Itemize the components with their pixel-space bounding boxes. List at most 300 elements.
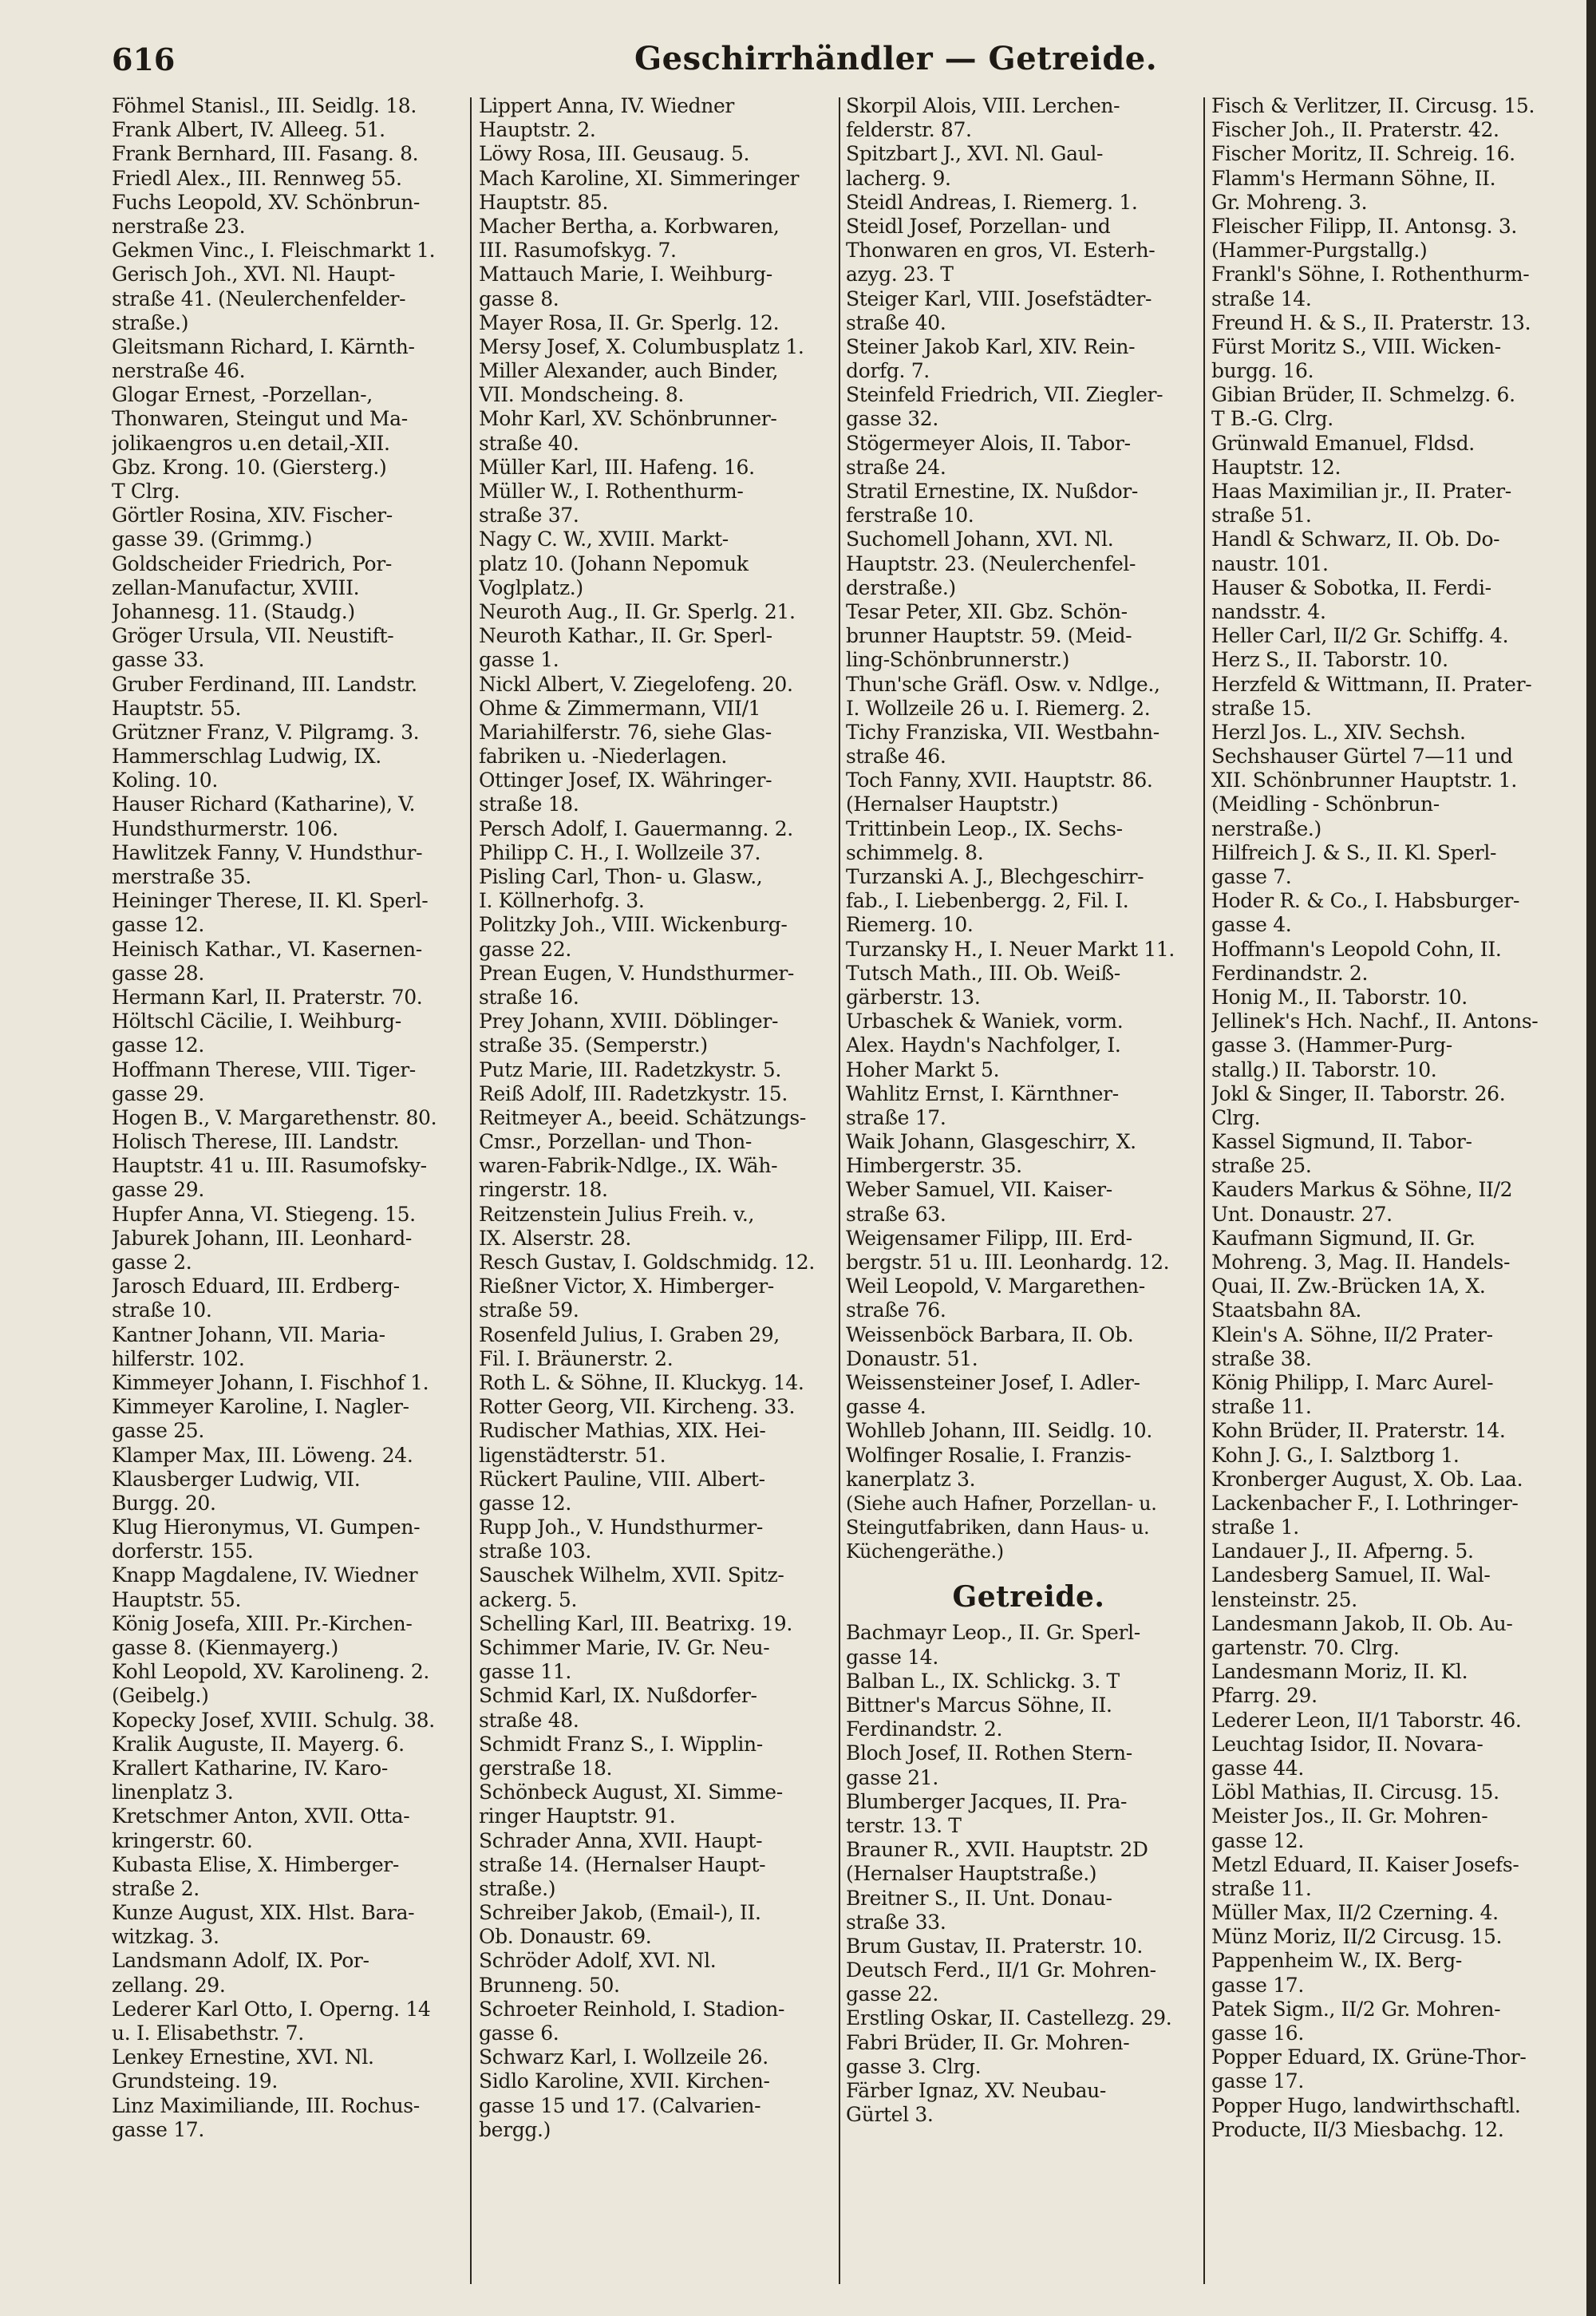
- directory-entry-line: IX. Alserstr. 28.: [479, 1226, 631, 1250]
- directory-entry-line: Schreiber Jakob, (Email-), II.: [479, 1901, 761, 1925]
- cross-reference-note: Steingutfabriken, dann Haus- u.: [846, 1516, 1150, 1539]
- directory-entry-line: straße 51.: [1211, 504, 1312, 528]
- directory-entry-line: Hupfer Anna, VI. Stiegeng. 15.: [112, 1202, 416, 1226]
- directory-entry-line: bergg.): [479, 2117, 551, 2141]
- directory-entry-line: straße.): [112, 310, 189, 334]
- directory-entry-line: gasse 32.: [846, 407, 938, 431]
- directory-entry-line: XII. Schönbrunner Hauptstr. 1.: [1211, 769, 1517, 792]
- directory-entry-line: straße 33.: [846, 1910, 946, 1934]
- directory-entry-line: Jokl & Singer, II. Taborstr. 26.: [1211, 1081, 1506, 1105]
- directory-entry-line: straße 10.: [112, 1298, 212, 1322]
- cross-reference-note: (Siehe auch Hafner, Porzellan- u.: [846, 1492, 1157, 1515]
- directory-entry-line: straße 24.: [846, 455, 946, 479]
- directory-entry-line: Balban L., IX. Schlickg. 3. T: [846, 1669, 1120, 1693]
- directory-entry-line: straße 17.: [846, 1105, 946, 1129]
- directory-entry-line: straße 103.: [479, 1539, 591, 1563]
- directory-entry-line: Jaburek Johann, III. Leonhard-: [112, 1226, 413, 1250]
- directory-entry-line: kringerstr. 60.: [112, 1828, 253, 1852]
- directory-entry-line: Koling. 10.: [112, 769, 218, 792]
- directory-entry-line: Hermann Karl, II. Praterstr. 70.: [112, 985, 423, 1009]
- directory-entry-line: Hoder R. & Co., I. Habsburger-: [1211, 889, 1520, 913]
- directory-entry-line: straße 38.: [1211, 1346, 1312, 1370]
- directory-entry-line: Fürst Moritz S., VIII. Wicken-: [1211, 334, 1501, 358]
- directory-entry-line: Kauders Markus & Söhne, II/2: [1211, 1178, 1513, 1202]
- directory-column-1: [112, 94, 477, 2297]
- directory-entry-line: III. Rasumofskyg. 7.: [479, 239, 677, 263]
- page-header: [112, 41, 1580, 89]
- directory-entry-line: Schwarz Karl, I. Wollzeile 26.: [479, 2045, 768, 2069]
- directory-entry-line: gasse 33.: [112, 648, 204, 672]
- directory-entry-line: gasse 8.: [479, 287, 559, 310]
- directory-entry-line: Steidl Josef, Porzellan- und: [846, 214, 1111, 238]
- directory-entry-line: felderstr. 87.: [846, 118, 972, 142]
- directory-entry-line: Turzansky H., I. Neuer Markt 11.: [846, 937, 1175, 961]
- directory-entry-line: Trittinbein Leop., IX. Sechs-: [846, 816, 1123, 840]
- directory-entry-line: Resch Gustav, I. Goldschmidg. 12.: [479, 1251, 815, 1274]
- directory-entry-line: Breitner S., II. Unt. Donau-: [846, 1886, 1112, 1910]
- directory-entry-line: Macher Bertha, a. Korbwaren,: [479, 214, 780, 238]
- directory-entry-line: gasse 12.: [479, 1491, 571, 1515]
- directory-entry-line: Reiß Adolf, III. Radetzkystr. 15.: [479, 1081, 788, 1105]
- directory-entry-line: Hauptstr. 55.: [112, 1587, 242, 1611]
- directory-entry-line: I. Wollzeile 26 u. I. Riemerg. 2.: [846, 696, 1151, 720]
- directory-entry-line: platz 10. (Johann Nepomuk: [479, 551, 749, 575]
- directory-entry-line: Hogen B., V. Margarethenstr. 80.: [112, 1105, 437, 1129]
- directory-entry-line: Voglplatz.): [479, 575, 583, 599]
- directory-entry-line: Brunneng. 50.: [479, 1973, 620, 1997]
- directory-entry-line: Kretschmer Anton, XVII. Otta-: [112, 1804, 410, 1828]
- directory-entry-line: Tutsch Math., III. Ob. Weiß-: [846, 961, 1120, 985]
- cross-reference-note: Küchengeräthe.): [846, 1540, 1004, 1563]
- directory-entry-line: Wolfinger Rosalie, I. Franzis-: [846, 1443, 1132, 1467]
- directory-entry-line: fab., I. Liebenbergg. 2, Fil. I.: [846, 889, 1129, 913]
- directory-entry-line: Hauptstr. 12.: [1211, 455, 1341, 479]
- directory-entry-line: (Hammer-Purgstallg.): [1211, 239, 1428, 263]
- directory-entry-line: gasse 7.: [1211, 865, 1292, 888]
- directory-entry-line: bergstr. 51 u. III. Leonhardg. 12.: [846, 1251, 1170, 1274]
- directory-entry-line: Hundsthurmerstr. 106.: [112, 816, 338, 840]
- directory-entry-line: Pappenheim W., IX. Berg-: [1211, 1949, 1462, 1973]
- directory-entry-line: Klamper Max, III. Löweng. 24.: [112, 1443, 413, 1467]
- directory-entry-line: Kimmeyer Johann, I. Fischhof 1.: [112, 1370, 429, 1394]
- directory-entry-line: zellang. 29.: [112, 1973, 226, 1997]
- directory-entry-line: Landsmann Adolf, IX. Por-: [112, 1949, 369, 1973]
- page-title: Geschirrhändler — Getreide.: [634, 40, 1158, 77]
- directory-entry-line: Schelling Karl, III. Beatrixg. 19.: [479, 1611, 792, 1635]
- directory-column-3: [846, 94, 1211, 2297]
- directory-entry-line: gasse 11.: [479, 1660, 571, 1684]
- directory-entry-line: Müller Karl, III. Hafeng. 16.: [479, 455, 755, 479]
- directory-entry-line: Quai, II. Zw.-Brücken 1A, X.: [1211, 1275, 1486, 1298]
- directory-entry-line: straße 63.: [846, 1202, 946, 1226]
- directory-entry-line: Thonwaren, Steingut und Ma-: [112, 407, 408, 431]
- directory-entry-line: Rudischer Mathias, XIX. Hei-: [479, 1419, 766, 1443]
- directory-entry-line: Wahlitz Ernst, I. Kärnthner-: [846, 1081, 1119, 1105]
- directory-entry-line: Tesar Peter, XII. Gbz. Schön-: [846, 599, 1128, 623]
- directory-entry-line: Thonwaren en gros, VI. Esterh-: [846, 239, 1156, 263]
- directory-entry-line: gasse 17.: [1211, 1973, 1304, 1997]
- directory-entry-line: gasse 29.: [112, 1178, 204, 1202]
- directory-entry-line: Kunze August, XIX. Hlst. Bara-: [112, 1901, 415, 1925]
- directory-entry-line: Steinfeld Friedrich, VII. Ziegler-: [846, 383, 1163, 407]
- directory-entry-line: straße 76.: [846, 1298, 946, 1322]
- directory-entry-line: Himbergerstr. 35.: [846, 1154, 1022, 1178]
- directory-entry-line: Grützner Franz, V. Pilgramg. 3.: [112, 720, 420, 744]
- directory-entry-line: (Hernalser Hauptstraße.): [846, 1862, 1097, 1886]
- directory-entry-line: ligenstädterstr. 51.: [479, 1443, 666, 1467]
- directory-entry-line: Landesmann Moriz, II. Kl.: [1211, 1660, 1468, 1684]
- directory-entry-line: straße 48.: [479, 1708, 579, 1732]
- directory-entry-line: Blumberger Jacques, II. Pra-: [846, 1789, 1128, 1813]
- directory-entry-line: Jellinek's Hch. Nachf., II. Antons-: [1211, 1010, 1539, 1034]
- directory-entry-line: Fil. I. Bräunerstr. 2.: [479, 1346, 674, 1370]
- directory-entry-line: Sauschek Wilhelm, XVII. Spitz-: [479, 1563, 784, 1587]
- directory-entry-line: Löbl Mathias, II. Circusg. 15.: [1211, 1780, 1499, 1804]
- directory-entry-line: Heinisch Kathar., VI. Kasernen-: [112, 937, 422, 961]
- directory-entry-line: Mach Karoline, XI. Simmeringer: [479, 166, 800, 190]
- directory-entry-line: Stratil Ernestine, IX. Nußdor-: [846, 480, 1138, 503]
- directory-entry-line: Hoffmann's Leopold Cohn, II.: [1211, 937, 1502, 961]
- directory-entry-line: witzkag. 3.: [112, 1925, 219, 1949]
- directory-entry-line: Gröger Ursula, VII. Neustift-: [112, 624, 394, 648]
- directory-entry-line: Linz Maximiliande, III. Rochus-: [112, 2093, 420, 2117]
- directory-entry-line: Grundsteing. 19.: [112, 2069, 278, 2093]
- directory-entry-line: gasse 44.: [1211, 1756, 1304, 1780]
- directory-entry-line: Hauptstr. 85.: [479, 190, 609, 214]
- directory-entry-line: Frank Albert, IV. Alleeg. 51.: [112, 118, 385, 142]
- directory-entry-line: dorferstr. 155.: [112, 1539, 254, 1563]
- directory-entry-line: T Clrg.: [112, 480, 180, 503]
- directory-entry-line: gasse 4.: [1211, 913, 1292, 937]
- directory-entry-line: straße 15.: [1211, 696, 1312, 720]
- directory-entry-line: Staatsbahn 8A.: [1211, 1298, 1361, 1322]
- directory-entry-line: Schmidt Franz S., I. Wipplin-: [479, 1732, 763, 1756]
- directory-entry-line: Sechshauser Gürtel 7—11 und: [1211, 745, 1513, 769]
- directory-entry-line: Friedl Alex., III. Rennweg 55.: [112, 166, 402, 190]
- directory-entry-line: Herz S., II. Taborstr. 10.: [1211, 648, 1448, 672]
- directory-entry-line: Hauptstr. 2.: [479, 118, 596, 142]
- directory-entry-line: Toch Fanny, XVII. Hauptstr. 86.: [846, 769, 1153, 792]
- directory-entry-line: Löwy Rosa, III. Geusaug. 5.: [479, 142, 750, 166]
- directory-entry-line: Unt. Donaustr. 27.: [1211, 1202, 1393, 1226]
- directory-entry-line: gasse 25.: [112, 1419, 204, 1443]
- directory-entry-line: straße 1.: [1211, 1516, 1299, 1539]
- directory-entry-line: Producte, II/3 Miesbachg. 12.: [1211, 2117, 1504, 2141]
- directory-entry-line: Wohlleb Johann, III. Seidlg. 10.: [846, 1419, 1152, 1443]
- directory-entry-line: Cmsr., Porzellan- und Thon-: [479, 1130, 752, 1154]
- directory-entry-line: Jarosch Eduard, III. Erdberg-: [112, 1275, 400, 1298]
- directory-entry-line: ferstraße 10.: [846, 504, 974, 528]
- directory-entry-line: Steiner Jakob Karl, XIV. Rein-: [846, 334, 1136, 358]
- directory-entry-line: Reitmeyer A., beeid. Schätzungs-: [479, 1105, 806, 1129]
- directory-entry-line: Neuroth Aug., II. Gr. Sperlg. 21.: [479, 599, 796, 623]
- directory-entry-line: Hammerschlag Ludwig, IX.: [112, 745, 381, 769]
- directory-entry-line: nandsstr. 4.: [1211, 599, 1326, 623]
- directory-entry-line: Kronberger August, X. Ob. Laa.: [1211, 1467, 1523, 1491]
- directory-entry-line: Waik Johann, Glasgeschirr, X.: [846, 1130, 1136, 1154]
- directory-entry-line: gasse 3. Clrg.: [846, 2054, 982, 2078]
- directory-entry-line: Erstling Oskar, II. Castellezg. 29.: [846, 2006, 1172, 2030]
- page-number: 616: [112, 41, 176, 77]
- directory-entry-line: Kimmeyer Karoline, I. Nagler-: [112, 1395, 409, 1419]
- directory-entry-line: Rießner Victor, X. Himberger-: [479, 1275, 774, 1298]
- directory-entry-line: Heininger Therese, II. Kl. Sperl-: [112, 889, 429, 913]
- directory-entry-line: Müller Max, II/2 Czerning. 4.: [1211, 1901, 1499, 1925]
- directory-entry-line: gasse 17.: [1211, 2069, 1304, 2093]
- directory-entry-line: Spitzbart J., XVI. Nl. Gaul-: [846, 142, 1104, 166]
- directory-entry-line: Persch Adolf, I. Gauermanng. 2.: [479, 816, 793, 840]
- directory-entry-line: Bittner's Marcus Söhne, II.: [846, 1694, 1112, 1717]
- directory-entry-line: gasse 15 und 17. (Calvarien-: [479, 2093, 761, 2117]
- directory-entry-line: Kohl Leopold, XV. Karolineng. 2.: [112, 1660, 429, 1684]
- directory-entry-line: Lackenbacher F., I. Lothringer-: [1211, 1491, 1519, 1515]
- directory-entry-line: Mersy Josef, X. Columbusplatz 1.: [479, 334, 804, 358]
- directory-entry-line: Urbaschek & Waniek, vorm.: [846, 1010, 1124, 1034]
- directory-entry-line: Pisling Carl, Thon- u. Glasw.,: [479, 865, 763, 888]
- directory-entry-line: gasse 22.: [846, 1982, 938, 2006]
- directory-entry-line: Ferdinandstr. 2.: [1211, 961, 1369, 985]
- directory-entry-line: jolikaengros u.en detail,-XII.: [112, 431, 390, 455]
- directory-entry-line: waren-Fabrik-Ndlge., IX. Wäh-: [479, 1154, 778, 1178]
- directory-entry-line: Metzl Eduard, II. Kaiser Josefs-: [1211, 1852, 1519, 1876]
- directory-column-4: [1211, 94, 1577, 2297]
- directory-entry-line: Popper Eduard, IX. Grüne-Thor-: [1211, 2045, 1527, 2069]
- directory-entry-line: Alex. Haydn's Nachfolger, I.: [846, 1034, 1121, 1057]
- directory-entry-line: Görtler Rosina, XIV. Fischer-: [112, 504, 393, 528]
- directory-entry-line: ringerstr. 18.: [479, 1178, 608, 1202]
- directory-entry-line: Bloch Josef, II. Rothen Stern-: [846, 1741, 1132, 1765]
- directory-entry-line: ringer Hauptstr. 91.: [479, 1804, 676, 1828]
- directory-entry-line: Gekmen Vinc., I. Fleischmarkt 1.: [112, 239, 436, 263]
- directory-entry-line: Honig M., II. Taborstr. 10.: [1211, 985, 1468, 1009]
- directory-entry-line: Frankl's Söhne, I. Rothenthurm-: [1211, 263, 1530, 287]
- directory-entry-line: Johannesg. 11. (Staudg.): [112, 599, 355, 623]
- directory-entry-line: straße 46.: [846, 745, 946, 769]
- directory-entry-line: Glogar Ernest, -Porzellan-,: [112, 383, 373, 407]
- directory-entry-line: gasse 6.: [479, 2022, 559, 2045]
- directory-entry-line: gasse 12.: [112, 913, 204, 937]
- directory-entry-line: gasse 14.: [846, 1645, 938, 1669]
- directory-entry-line: straße 59.: [479, 1298, 579, 1322]
- directory-entry-line: Fabri Brüder, II. Gr. Mohren-: [846, 2030, 1130, 2054]
- directory-entry-line: Landesberg Samuel, II. Wal-: [1211, 1563, 1491, 1587]
- directory-entry-line: Mariahilferstr. 76, siehe Glas-: [479, 720, 772, 744]
- directory-entry-line: Ottinger Josef, IX. Währinger-: [479, 769, 772, 792]
- directory-entry-line: Sidlo Karoline, XVII. Kirchen-: [479, 2069, 770, 2093]
- directory-entry-line: brunner Hauptstr. 59. (Meid-: [846, 624, 1132, 648]
- directory-entry-line: Lippert Anna, IV. Wiedner: [479, 94, 734, 117]
- directory-entry-line: Mayer Rosa, II. Gr. Sperlg. 12.: [479, 310, 780, 334]
- directory-entry-line: Steiger Karl, VIII. Josefstädter-: [846, 287, 1152, 310]
- directory-entry-line: Münz Moriz, II/2 Circusg. 15.: [1211, 1925, 1503, 1949]
- directory-entry-line: straße 14.: [1211, 287, 1312, 310]
- directory-entry-line: ling-Schönbrunnerstr.): [846, 648, 1070, 672]
- directory-entry-line: linenplatz 3.: [112, 1780, 234, 1804]
- directory-entry-line: zellan-Manufactur, XVIII.: [112, 575, 360, 599]
- directory-entry-line: Rückert Pauline, VIII. Albert-: [479, 1467, 765, 1491]
- directory-entry-line: König Josefa, XIII. Pr.-Kirchen-: [112, 1611, 413, 1635]
- directory-entry-line: Burgg. 20.: [112, 1491, 216, 1515]
- directory-entry-line: straße 14. (Hernalser Haupt-: [479, 1852, 766, 1876]
- directory-entry-line: Fisch & Verlitzer, II. Circusg. 15.: [1211, 94, 1535, 117]
- directory-entry-line: straße 40.: [846, 310, 946, 334]
- directory-entry-line: Schönbeck August, XI. Simme-: [479, 1780, 783, 1804]
- directory-entry-line: Hauptstr. 55.: [112, 696, 242, 720]
- directory-entry-line: Kubasta Elise, X. Himberger-: [112, 1852, 399, 1876]
- directory-entry-line: nerstraße 23.: [112, 214, 246, 238]
- directory-entry-line: Leuchtag Isidor, II. Novara-: [1211, 1732, 1483, 1756]
- directory-entry-line: gasse 21.: [846, 1765, 938, 1789]
- directory-entry-line: straße 40.: [479, 431, 579, 455]
- directory-entry-line: Bachmayr Leop., II. Gr. Sperl-: [846, 1621, 1140, 1645]
- directory-entry-line: Meister Jos., II. Gr. Mohren-: [1211, 1804, 1488, 1828]
- directory-entry-line: Handl & Schwarz, II. Ob. Do-: [1211, 528, 1500, 551]
- directory-entry-line: nerstraße.): [1211, 816, 1321, 840]
- directory-entry-line: gasse 3. (Hammer-Purg-: [1211, 1034, 1452, 1057]
- directory-entry-line: straße 18.: [479, 792, 579, 816]
- directory-entry-line: Flamm's Hermann Söhne, II.: [1211, 166, 1496, 190]
- directory-entry-line: gasse 22.: [479, 937, 571, 961]
- directory-entry-line: Schröder Adolf, XVI. Nl.: [479, 1949, 717, 1973]
- directory-entry-line: Prean Eugen, V. Hundsthurmer-: [479, 961, 795, 985]
- directory-entry-line: gasse 17.: [112, 2117, 204, 2141]
- directory-entry-line: hilferstr. 102.: [112, 1346, 245, 1370]
- directory-entry-line: Knapp Magdalene, IV. Wiedner: [112, 1563, 418, 1587]
- directory-entry-line: Weigensamer Filipp, III. Erd-: [846, 1226, 1132, 1250]
- directory-entry-line: Lenkey Ernestine, XVI. Nl.: [112, 2045, 374, 2069]
- directory-entry-line: Hauptstr. 23. (Neulerchenfel-: [846, 551, 1136, 575]
- directory-entry-line: Holisch Therese, III. Landstr.: [112, 1130, 400, 1154]
- directory-entry-line: Hawlitzek Fanny, V. Hundsthur-: [112, 840, 423, 864]
- directory-entry-line: burgg. 16.: [1211, 359, 1314, 383]
- directory-entry-line: Prey Johann, XVIII. Döblinger-: [479, 1010, 779, 1034]
- directory-entry-line: Kohn J. G., I. Salztborg 1.: [1211, 1443, 1460, 1467]
- directory-entry-line: Neuroth Kathar., II. Gr. Sperl-: [479, 624, 772, 648]
- directory-entry-line: gasse 29.: [112, 1081, 204, 1105]
- directory-entry-line: Herzl Jos. L., XIV. Sechsh.: [1211, 720, 1466, 744]
- directory-entry-line: Turzanski A. J., Blechgeschirr-: [846, 865, 1144, 888]
- directory-entry-line: gasse 2.: [112, 1251, 192, 1274]
- directory-entry-line: Hauptstr. 41 u. III. Rasumofsky-: [112, 1154, 427, 1178]
- directory-entry-line: straße 11.: [1211, 1876, 1312, 1900]
- directory-entry-line: stallg.) II. Taborstr. 10.: [1211, 1057, 1437, 1081]
- directory-entry-line: Philipp C. H., I. Wollzeile 37.: [479, 840, 761, 864]
- directory-entry-line: I. Köllnerhofg. 3.: [479, 889, 645, 913]
- directory-entry-line: terstr. 13. T: [846, 1813, 962, 1837]
- directory-entry-line: Schmid Karl, IX. Nußdorfer-: [479, 1684, 757, 1708]
- directory-entry-line: gasse 28.: [112, 961, 204, 985]
- directory-entry-line: Gruber Ferdinand, III. Landstr.: [112, 672, 417, 696]
- directory-entry-line: gasse 12.: [112, 1034, 204, 1057]
- directory-entry-line: Riemerg. 10.: [846, 913, 974, 937]
- directory-entry-line: Popper Hugo, landwirthschaftl.: [1211, 2093, 1521, 2117]
- directory-entry-line: kanerplatz 3.: [846, 1467, 976, 1491]
- directory-entry-line: Krallert Katharine, IV. Karo-: [112, 1756, 388, 1780]
- directory-entry-line: Gbz. Krong. 10. (Giersterg.): [112, 455, 387, 479]
- directory-entry-line: Pfarrg. 29.: [1211, 1684, 1317, 1708]
- directory-entry-line: gasse 8. (Kienmayerg.): [112, 1636, 338, 1659]
- directory-entry-line: Rotter Georg, VII. Kircheng. 33.: [479, 1395, 796, 1419]
- directory-entry-line: Freund H. & S., II. Praterstr. 13.: [1211, 310, 1531, 334]
- directory-entry-line: Fuchs Leopold, XV. Schönbrun-: [112, 190, 420, 214]
- directory-entry-line: Weissenböck Barbara, II. Ob.: [846, 1322, 1134, 1346]
- directory-entry-line: straße 35. (Semperstr.): [479, 1034, 708, 1057]
- directory-entry-line: Ob. Donaustr. 69.: [479, 1925, 652, 1949]
- directory-entry-line: Gr. Mohreng. 3.: [1211, 190, 1368, 214]
- directory-entry-line: Kohn Brüder, II. Praterstr. 14.: [1211, 1419, 1506, 1443]
- directory-entry-line: VII. Mondscheing. 8.: [479, 383, 685, 407]
- directory-entry-line: schimmelg. 8.: [846, 840, 984, 864]
- directory-entry-line: derstraße.): [846, 575, 956, 599]
- page-edge: [1586, 0, 1596, 2316]
- directory-entry-line: Patek Sigm., II/2 Gr. Mohren-: [1211, 1997, 1501, 2021]
- directory-entry-line: Gerisch Joh., XVI. Nl. Haupt-: [112, 263, 396, 287]
- directory-entry-line: Kaufmann Sigmund, II. Gr.: [1211, 1226, 1476, 1250]
- directory-entry-line: gerstraße 18.: [479, 1756, 613, 1780]
- directory-entry-line: straße 37.: [479, 504, 579, 528]
- directory-entry-line: Tichy Franziska, VII. Westbahn-: [846, 720, 1159, 744]
- directory-entry-line: Kantner Johann, VII. Maria-: [112, 1322, 385, 1346]
- directory-entry-line: Goldscheider Friedrich, Por-: [112, 551, 392, 575]
- directory-entry-line: gasse 1.: [479, 648, 559, 672]
- directory-entry-line: Gleitsmann Richard, I. Kärnth-: [112, 334, 415, 358]
- directory-entry-line: Thun'sche Gräfl. Osw. v. Ndlge.,: [846, 672, 1160, 696]
- directory-entry-line: Kopecky Josef, XVIII. Schulg. 38.: [112, 1708, 435, 1732]
- directory-entry-line: straße 11.: [1211, 1395, 1312, 1419]
- directory-entry-line: Gibian Brüder, II. Schmelzg. 6.: [1211, 383, 1515, 407]
- directory-entry-line: Miller Alexander, auch Binder,: [479, 359, 779, 383]
- directory-entry-line: gasse 12.: [1211, 1828, 1304, 1852]
- directory-entry-line: Putz Marie, III. Radetzkystr. 5.: [479, 1057, 781, 1081]
- directory-entry-line: Nickl Albert, V. Ziegelofeng. 20.: [479, 672, 793, 696]
- directory-entry-line: Mohr Karl, XV. Schönbrunner-: [479, 407, 777, 431]
- directory-entry-line: Fleischer Filipp, II. Antonsg. 3.: [1211, 214, 1518, 238]
- directory-entry-line: Hoffmann Therese, VIII. Tiger-: [112, 1057, 416, 1081]
- directory-entry-line: gärberstr. 13.: [846, 985, 981, 1009]
- directory-entry-line: straße 25.: [1211, 1154, 1312, 1178]
- directory-entry-line: Hilfreich J. & S., II. Kl. Sperl-: [1211, 840, 1497, 864]
- directory-entry-line: Ferdinandstr. 2.: [846, 1717, 1003, 1741]
- directory-entry-line: Politzky Joh., VIII. Wickenburg-: [479, 913, 788, 937]
- directory-entry-line: Weil Leopold, V. Margarethen-: [846, 1275, 1145, 1298]
- directory-entry-line: straße 41. (Neulerchenfelder-: [112, 287, 406, 310]
- directory-entry-line: Mattauch Marie, I. Weihburg-: [479, 263, 772, 287]
- directory-entry-line: Klug Hieronymus, VI. Gumpen-: [112, 1516, 421, 1539]
- directory-entry-line: Fischer Moritz, II. Schreig. 16.: [1211, 142, 1515, 166]
- directory-entry-line: Deutsch Ferd., II/1 Gr. Mohren-: [846, 1958, 1156, 1982]
- directory-entry-line: Hauser & Sobotka, II. Ferdi-: [1211, 575, 1491, 599]
- directory-entry-line: gasse 16.: [1211, 2022, 1304, 2045]
- directory-entry-line: Höltschl Cäcilie, I. Weihburg-: [112, 1010, 401, 1034]
- directory-entry-line: (Geibelg.): [112, 1684, 209, 1708]
- directory-entry-line: Nagy C. W., XVIII. Markt-: [479, 528, 729, 551]
- directory-entry-line: gasse 39. (Grimmg.): [112, 528, 313, 551]
- directory-entry-line: lacherg. 9.: [846, 166, 951, 190]
- directory-entry-line: gartenstr. 70. Clrg.: [1211, 1636, 1400, 1659]
- directory-entry-line: Frank Bernhard, III. Fasang. 8.: [112, 142, 419, 166]
- directory-entry-line: straße.): [479, 1876, 556, 1900]
- directory-entry-line: Suchomell Johann, XVI. Nl.: [846, 528, 1114, 551]
- directory-entry-line: Klausberger Ludwig, VII.: [112, 1467, 361, 1491]
- directory-entry-line: Färber Ignaz, XV. Neubau-: [846, 2079, 1107, 2102]
- directory-entry-line: Lederer Leon, II/1 Taborstr. 46.: [1211, 1708, 1522, 1732]
- directory-entry-line: Weber Samuel, VII. Kaiser-: [846, 1178, 1112, 1202]
- directory-entry-line: Föhmel Stanisl., III. Seidlg. 18.: [112, 94, 417, 117]
- directory-entry-line: Kassel Sigmund, II. Tabor-: [1211, 1130, 1472, 1154]
- directory-entry-line: straße 2.: [112, 1876, 200, 1900]
- directory-entry-line: straße 16.: [479, 985, 579, 1009]
- directory-entry-line: Müller W., I. Rothenthurm-: [479, 480, 744, 503]
